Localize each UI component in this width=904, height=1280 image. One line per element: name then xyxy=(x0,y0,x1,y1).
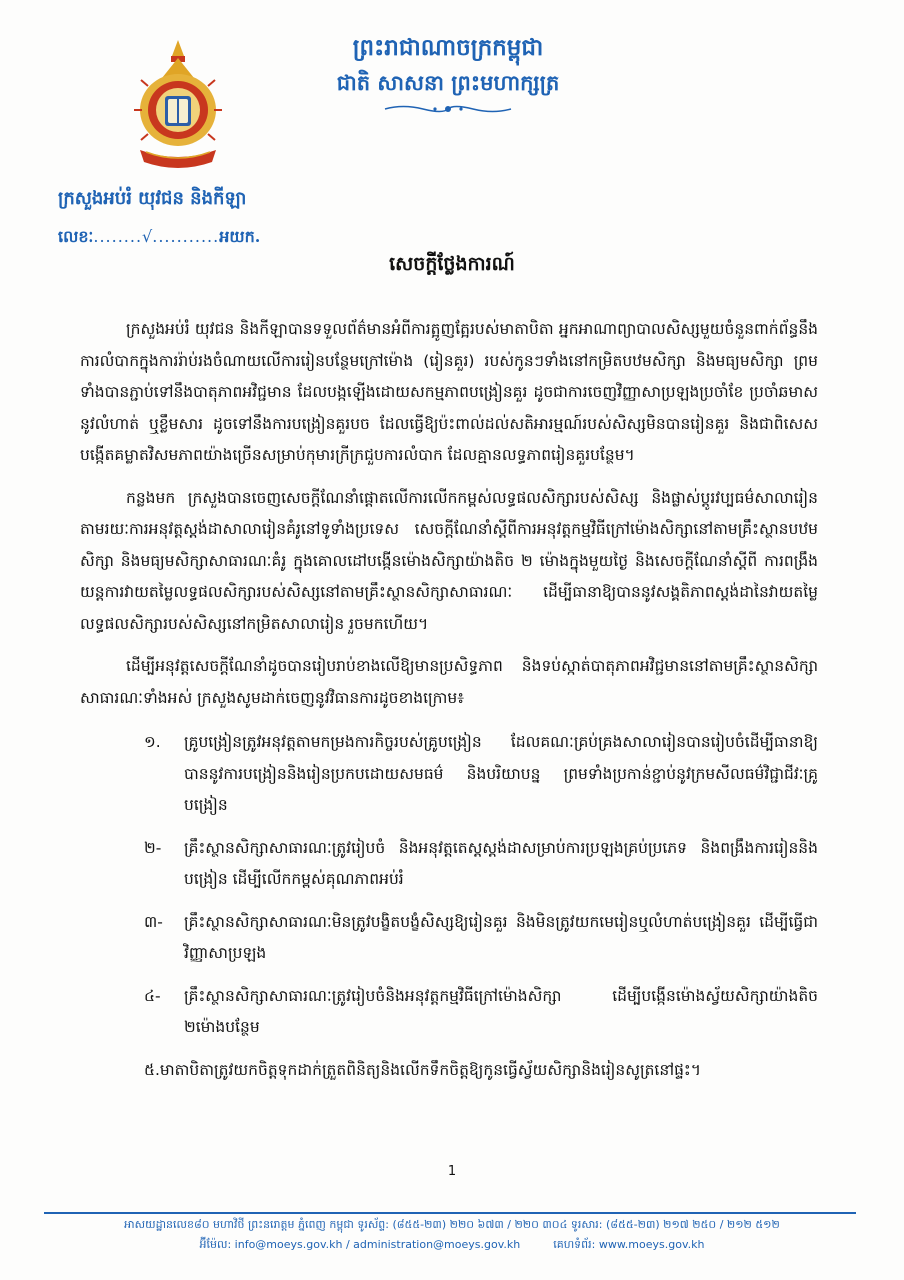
measures-list xyxy=(80,727,818,1044)
paragraph-2: កន្លងមក ក្រសួងបានចេញសេចក្តីណែនាំផ្តោតលើការលើកកម្ពស់លទ្ធផលសិក្សារបស់សិស្ស និងផ្លាស់ប្តូរវប្បធម៌សាលារៀន តាមរយៈការអនុវត្តស្តង់ដាសាលារៀនគំរូនៅទូទាំងប្រទេស សេចក្តីណែនាំស្តីពីការអនុវត្តកម្មវិធីក្រៅម៉ោងសិក្សានៅតាមគ្រឹះស្ថានបឋមសិក្សា និងមធ្យមសិក្សាសាធារណៈគំរូ ក្នុងគោលដៅបង្កើនម៉ោងសិក្សាយ៉ាងតិច ២ ម៉ោងក្នុងមួយថ្ងៃ និងសេចក្តីណែនាំស្តីពី ការពង្រឹងយន្តការវាយតម្លៃលទ្ធផលសិក្សារបស់សិស្សនៅតាមគ្រឹះស្ថានសិក្សាសាធារណៈ ដើម្បីធានាឱ្យបាននូវសង្គតិភាពស្តង់ដានៃវាយតម្លៃលទ្ធផលសិក្សារបស់សិស្សនៅកម្រិតសាលារៀន រួចមកហើយ។ xyxy=(80,488,818,633)
measure-number: ១. xyxy=(144,733,161,751)
footer-address: អាសយដ្ឋានលេខ៨០ មហាវិថី ព្រះនរោត្តម ភ្នំពេញ កម្ពុជា ទូរស័ព្ទ: (៨៥៥-២៣) ២២០ ៦៧៣ / ២២០ ៣០៤ ទូរសារ: (៨៥៥-២៣) ២១៧ ២៥០ / ២១២ ៥១២ xyxy=(124,1218,780,1231)
document-body xyxy=(80,314,818,1086)
measure-item xyxy=(144,907,818,970)
national-motto: ជាតិ សាសនា ព្រះមហាក្សត្រ xyxy=(336,70,560,95)
page-number: 1 xyxy=(447,1164,457,1179)
measure-text: គ្រឹះស្ថានសិក្សាសាធារណៈមិនត្រូវបង្ខិតបង្ខំសិស្សឱ្យរៀនគួរ និងមិនត្រូវយកមេរៀនឬលំហាត់បង្រៀនគួរ ដើម្បីធ្វើជាវិញ្ញាសាប្រឡង xyxy=(184,912,818,962)
measure-item xyxy=(144,727,818,822)
reference-number xyxy=(58,226,260,250)
footer-contact xyxy=(0,1238,904,1254)
measure-number: ៣- xyxy=(144,912,163,931)
reference-dots-left: ........ xyxy=(93,227,143,246)
ministry-name: ក្រសួងអប់រំ យុវជន និងកីឡា xyxy=(58,188,247,209)
measure-text: គ្រឹះស្ថានសិក្សាសាធារណៈត្រូវរៀបចំ និងអនុវត្តតេស្តស្តង់ដាសម្រាប់ការប្រឡងគ្រប់ប្រភេទ និងពង្រឹងការរៀននិងបង្រៀន ដើម្បីលើកកម្ពស់គុណភាពអប់រំ xyxy=(184,838,818,888)
ornament-divider-icon xyxy=(383,102,513,116)
footer-divider xyxy=(44,1212,856,1214)
reference-mark: √ xyxy=(142,227,153,246)
paragraph-3: ដើម្បីអនុវត្តសេចក្តីណែនាំដូចបានរៀបរាប់ខាងលើឱ្យមានប្រសិទ្ធភាព និងទប់ស្កាត់បាតុភាពអវិជ្ជមាននៅតាមគ្រឹះស្ថានសិក្សាសាធារណៈទាំងអស់ ក្រសួងសូមដាក់ចេញនូវវិធានការដូចខាងក្រោម៖ xyxy=(80,657,818,707)
reference-suffix: អយក. xyxy=(219,227,261,246)
measure-number: ៤- xyxy=(144,986,161,1005)
measure-number: ២- xyxy=(144,838,162,857)
website-label: គេហទំព័រ: xyxy=(553,1238,596,1251)
measure-item xyxy=(144,981,818,1044)
measure-text: គ្រូបង្រៀនត្រូវអនុវត្តតាមកម្រងការកិច្ចរបស់គ្រូបង្រៀន ដែលគណៈគ្រប់គ្រងសាលារៀនបានរៀបចំដើម្បីធានាឱ្យបាននូវការបង្រៀននិងរៀនប្រកបដោយសមធម៌ និងបរិយាបន្ន ព្រមទាំងប្រកាន់ខ្ជាប់នូវក្រមសីលធម៌វិជ្ជាជីវៈគ្រូបង្រៀន xyxy=(184,733,818,814)
ministry-emblem-icon xyxy=(132,38,224,176)
website-link[interactable]: www.moeys.gov.kh xyxy=(598,1238,705,1251)
kingdom-heading xyxy=(318,30,578,116)
email-link[interactable]: info@moeys.gov.kh / administration@moeys.gov.kh xyxy=(234,1238,521,1251)
document-title: សេចក្តីថ្លែងការណ៍ xyxy=(389,253,515,275)
measure-text: គ្រឹះស្ថានសិក្សាសាធារណៈត្រូវរៀបចំនិងអនុវត្តកម្មវិធីក្រៅម៉ោងសិក្សា ដើម្បីបង្កើនម៉ោងស្វ័យសិក្សាយ៉ាងតិច ២ម៉ោងបន្ថែម xyxy=(184,986,818,1036)
measure-5: ៥.មាតាបិតាត្រូវយកចិត្តទុកដាក់ត្រួតពិនិត្យនិងលើកទឹកចិត្តឱ្យកូនធ្វើស្វ័យសិក្សានិងរៀនសូត្រនៅផ្ទះ។ xyxy=(144,1060,701,1079)
paragraph-1: ក្រសួងអប់រំ យុវជន និងកីឡាបានទទួលព័ត៌មានអំពីការត្អូញត្អែរបស់មាតាបិតា អ្នកអាណាព្យាបាលសិស្សមួយចំនួនពាក់ព័ន្ធនឹងការលំបាកក្នុងការរ៉ាប់រងចំណាយលើការរៀនបន្ថែមក្រៅម៉ោង (រៀនគួរ) របស់កូនៗទាំងនៅកម្រិតបឋមសិក្សា និងមធ្យមសិក្សា ព្រមទាំងបានភ្ជាប់ទៅនឹងបាតុភាពអវិជ្ជមាន ដែលបង្កឡើងដោយសកម្មភាពបង្រៀនគួរ ដូចជាការចេញវិញ្ញាសាប្រឡងប្រចាំខែ ប្រចាំឆមាសនូវលំហាត់ ឬខ្លឹមសារ ដូចទៅនឹងការបង្រៀនគួរបច ដែលធ្វើឱ្យប៉ះពាល់ដល់សតិអារម្មណ៍របស់សិស្សមិនបានរៀនគួរ និងជាពិសេសបង្កើតគម្លាតវិសមភាពយ៉ាងច្រើនសម្រាប់កុមារក្រីក្រជួបការលំបាក ដែលគ្មានលទ្ធភាពរៀនគួរបន្ថែម។ xyxy=(80,320,818,464)
reference-dots-right: ........... xyxy=(152,227,220,246)
email-label: អ៊ីម៉ែល: xyxy=(199,1238,232,1251)
reference-prefix: លេខៈ xyxy=(58,227,94,246)
measure-item xyxy=(144,833,818,896)
kingdom-title: ព្រះរាជាណាចក្រកម្ពុជា xyxy=(352,34,544,61)
